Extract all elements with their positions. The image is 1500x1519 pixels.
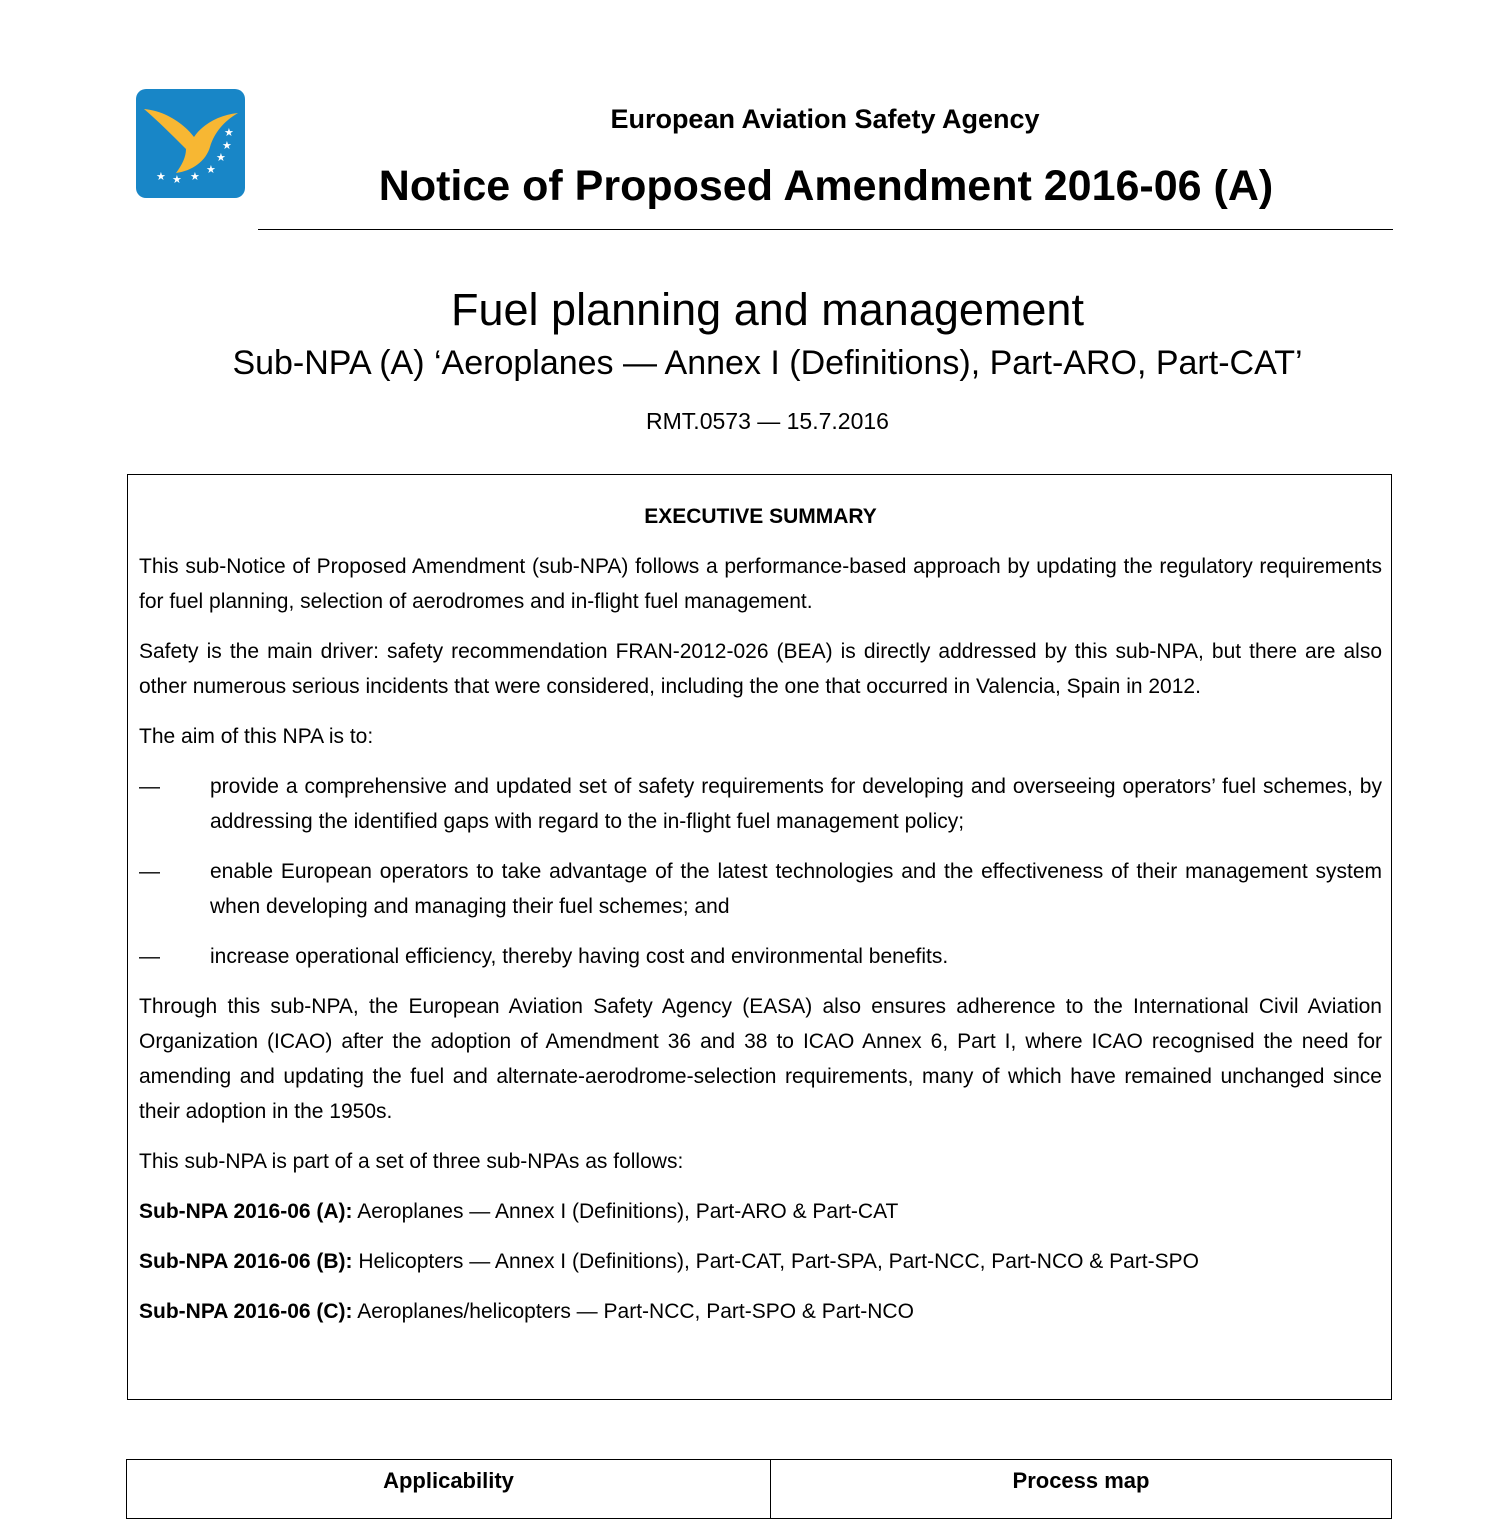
sub-npa-entry: [139, 1244, 1382, 1279]
summary-paragraph: The aim of this NPA is to:: [139, 725, 374, 748]
document-subtitle: Sub-NPA (A) ‘Aeroplanes — Annex I (Definitions), Part-ARO, Part-CAT’: [232, 344, 1303, 382]
summary-paragraph: Safety is the main driver: safety recommendation FRAN-2012-026 (BEA) is directly addressed by this sub-NPA, but there are also other numerous serious incidents that were considered, including the one that occurred in Valencia, Spain in 2012.: [139, 640, 1382, 698]
applicability-table: [126, 1459, 1392, 1519]
bullet-dash: —: [139, 860, 160, 883]
svg-text:★: ★: [206, 163, 216, 176]
header-divider: [258, 229, 1393, 230]
sub-npa-label: Sub-NPA 2016-06 (C):: [139, 1300, 353, 1323]
svg-text:★: ★: [156, 170, 166, 183]
sub-npa-text: Helicopters — Annex I (Definitions), Part-CAT, Part-SPA, Part-NCC, Part-NCO & Part-SPO: [352, 1250, 1199, 1273]
sub-npa-text: Aeroplanes/helicopters — Part-NCC, Part-SPO & Part-NCO: [352, 1300, 914, 1323]
bullet-dash: —: [139, 775, 160, 798]
svg-text:★: ★: [222, 139, 232, 152]
svg-text:★: ★: [172, 173, 182, 186]
bullet-text: enable European operators to take advantage of the latest technologies and the effectiveness of their management system when developing and managing their fuel schemes; and: [210, 860, 1382, 918]
svg-text:★: ★: [216, 151, 226, 164]
sub-npa-entry: [139, 1194, 1382, 1229]
document-title: Fuel planning and management: [451, 284, 1084, 335]
sub-npa-label: Sub-NPA 2016-06 (A):: [139, 1200, 353, 1223]
bullet-dash: —: [139, 945, 160, 968]
svg-text:★: ★: [224, 126, 234, 139]
process-map-header: Process map: [1012, 1468, 1150, 1493]
applicability-header: Applicability: [127, 1460, 771, 1518]
bullet-text: provide a comprehensive and updated set of safety requirements for developing and overseeing operators’ fuel schemes, by addressing the identified gaps with regard to the in-flight fuel management policy;: [210, 775, 1382, 833]
sub-npa-label: Sub-NPA 2016-06 (B):: [139, 1250, 353, 1273]
aim-bullet: [139, 769, 1382, 839]
executive-summary-heading: EXECUTIVE SUMMARY: [644, 505, 877, 528]
bullet-text: increase operational efficiency, thereby having cost and environmental benefits.: [210, 945, 949, 968]
executive-summary-box: [127, 474, 1392, 1400]
sub-npa-text: Aeroplanes — Annex I (Definitions), Part-ARO & Part-CAT: [352, 1200, 899, 1223]
agency-name: European Aviation Safety Agency: [610, 104, 1040, 134]
svg-text:★: ★: [190, 170, 200, 183]
aim-bullet: [139, 939, 1382, 974]
easa-logo-icon: [136, 89, 245, 198]
npa-title: Notice of Proposed Amendment 2016-06 (A): [378, 162, 1274, 210]
summary-paragraph: This sub-NPA is part of a set of three sub-NPAs as follows:: [139, 1150, 684, 1173]
summary-paragraph: This sub-Notice of Proposed Amendment (sub-NPA) follows a performance-based approach by updating the regulatory requirements for fuel planning, selection of aerodromes and in-flight fuel management.: [139, 555, 1382, 613]
rmt-reference: RMT.0573 — 15.7.2016: [646, 408, 889, 434]
aim-bullet: [139, 854, 1382, 924]
sub-npa-entry: [139, 1294, 1382, 1329]
summary-paragraph: Through this sub-NPA, the European Aviation Safety Agency (EASA) also ensures adherence to the International Civil Aviation Organization (ICAO) after the adoption of Amendment 36 and 38 to ICAO Annex 6, Part I, where ICAO recognised the need for amending and updating the fuel and alternate-aerodrome-selection requirements, many of which have remained unchanged since their adoption in the 1950s.: [139, 995, 1382, 1123]
